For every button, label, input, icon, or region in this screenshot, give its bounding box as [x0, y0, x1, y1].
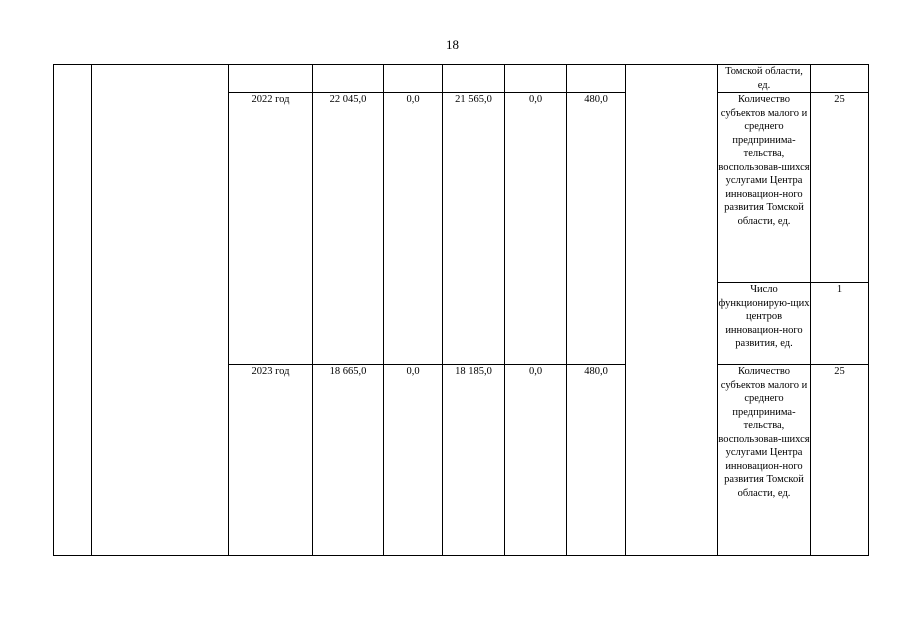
- indicator-name-cell: Число функционирую-щих центров инновацион-ного развития, ед.: [718, 283, 811, 365]
- year-cell: 2022 год: [229, 93, 313, 365]
- executor-cell: [626, 65, 718, 556]
- program-table: [53, 64, 869, 556]
- total-cell: 22 045,0: [313, 93, 384, 365]
- regional-budget-cell: [443, 65, 505, 93]
- table-row: [54, 65, 869, 93]
- federal-budget-cell: 0,0: [384, 365, 443, 556]
- indicator-name-cell: Количество субъектов малого и среднего предпринима-тельства, воспользовав-шихся услугами Центра инновацион-ного развития Томской области, ед.: [718, 365, 811, 556]
- indicator-value-cell: [811, 65, 869, 93]
- year-cell: 2023 год: [229, 365, 313, 556]
- regional-budget-cell: 21 565,0: [443, 93, 505, 365]
- extra-budget-cell: [567, 65, 626, 93]
- federal-budget-cell: [384, 65, 443, 93]
- total-cell: 18 665,0: [313, 365, 384, 556]
- indicator-name-cell: Томской области, ед.: [718, 65, 811, 93]
- indicator-name-cell: Количество субъектов малого и среднего предпринима-тельства, воспользовав-шихся услугами Центра инновацион-ного развития Томской области, ед.: [718, 93, 811, 283]
- year-cell: [229, 65, 313, 93]
- total-cell: [313, 65, 384, 93]
- index-cell: [54, 65, 92, 556]
- indicator-value-cell: 25: [811, 93, 869, 283]
- local-budget-cell: 0,0: [505, 93, 567, 365]
- regional-budget-cell: 18 185,0: [443, 365, 505, 556]
- local-budget-cell: [505, 65, 567, 93]
- extra-budget-cell: 480,0: [567, 365, 626, 556]
- indicator-value-cell: 25: [811, 365, 869, 556]
- indicator-value-cell: 1: [811, 283, 869, 365]
- page-number: 18: [446, 37, 459, 52]
- federal-budget-cell: 0,0: [384, 93, 443, 365]
- local-budget-cell: 0,0: [505, 365, 567, 556]
- task-name-cell: [92, 65, 229, 556]
- extra-budget-cell: 480,0: [567, 93, 626, 365]
